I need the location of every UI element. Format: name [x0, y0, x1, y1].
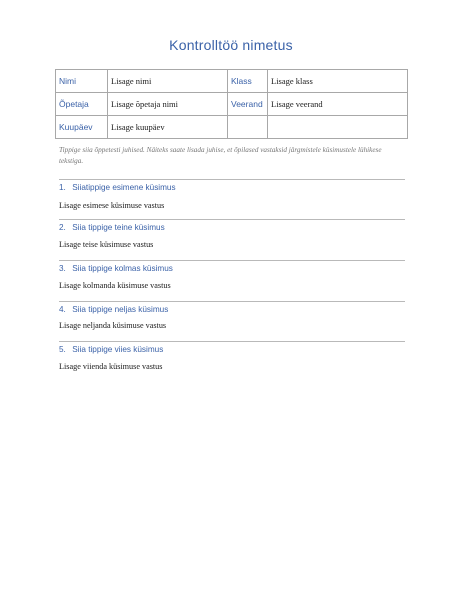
question-text: Siia tippige teine küsimus: [72, 223, 165, 232]
info-row: [56, 70, 408, 93]
question-number: 3.: [59, 264, 66, 273]
date-field[interactable]: Lisage kuupäev: [108, 116, 228, 139]
teacher-label: Õpetaja: [56, 93, 108, 116]
question-heading[interactable]: [59, 223, 165, 232]
column-label: Veerand: [228, 93, 268, 116]
question-number: 1.: [59, 183, 66, 192]
answer-text[interactable]: Lisage neljanda küsimuse vastus: [59, 321, 167, 330]
info-row: [56, 116, 408, 139]
question-number: 2.: [59, 223, 66, 232]
empty-cell: [268, 116, 408, 139]
empty-cell: [228, 116, 268, 139]
question-text: Siia tippige viies küsimus: [72, 345, 164, 354]
question-heading[interactable]: [59, 345, 163, 354]
question-heading[interactable]: [59, 264, 173, 273]
question-heading[interactable]: [59, 305, 168, 314]
date-label: Kuupäev: [56, 116, 108, 139]
divider-line: [59, 341, 405, 342]
info-row: [56, 93, 408, 116]
answer-text[interactable]: Lisage esimese küsimuse vastus: [59, 201, 165, 210]
column-field[interactable]: Lisage veerand: [268, 93, 408, 116]
answer-text[interactable]: Lisage teise küsimuse vastus: [59, 240, 154, 249]
document-title[interactable]: Kontrolltöö nimetus: [169, 37, 293, 53]
question-text: Siia tippige neljas küsimus: [72, 305, 169, 314]
instructions-text[interactable]: Tippige siia õppetesti juhised. Näiteks saate lisada juhise, et õpilased vastaksid järgmistele küsimustele lühikese tekstiga.: [59, 146, 382, 165]
question-text: Siiatippige esimene küsimus: [72, 183, 176, 192]
class-label: Klass: [228, 70, 268, 93]
teacher-field[interactable]: Lisage õpetaja nimi: [108, 93, 228, 116]
divider-line: [59, 219, 405, 220]
question-text: Siia tippige kolmas küsimus: [72, 264, 173, 273]
question-heading[interactable]: [59, 183, 176, 192]
answer-text[interactable]: Lisage kolmanda küsimuse vastus: [59, 281, 171, 290]
divider-line: [59, 179, 405, 180]
divider-line: [59, 260, 405, 261]
divider-line: [59, 301, 405, 302]
name-field[interactable]: Lisage nimi: [108, 70, 228, 93]
question-number: 4.: [59, 305, 66, 314]
question-number: 5.: [59, 345, 66, 354]
info-table: [55, 69, 408, 139]
class-field[interactable]: Lisage klass: [268, 70, 408, 93]
name-label: Nimi: [56, 70, 108, 93]
answer-text[interactable]: Lisage viienda küsimuse vastus: [59, 362, 163, 371]
